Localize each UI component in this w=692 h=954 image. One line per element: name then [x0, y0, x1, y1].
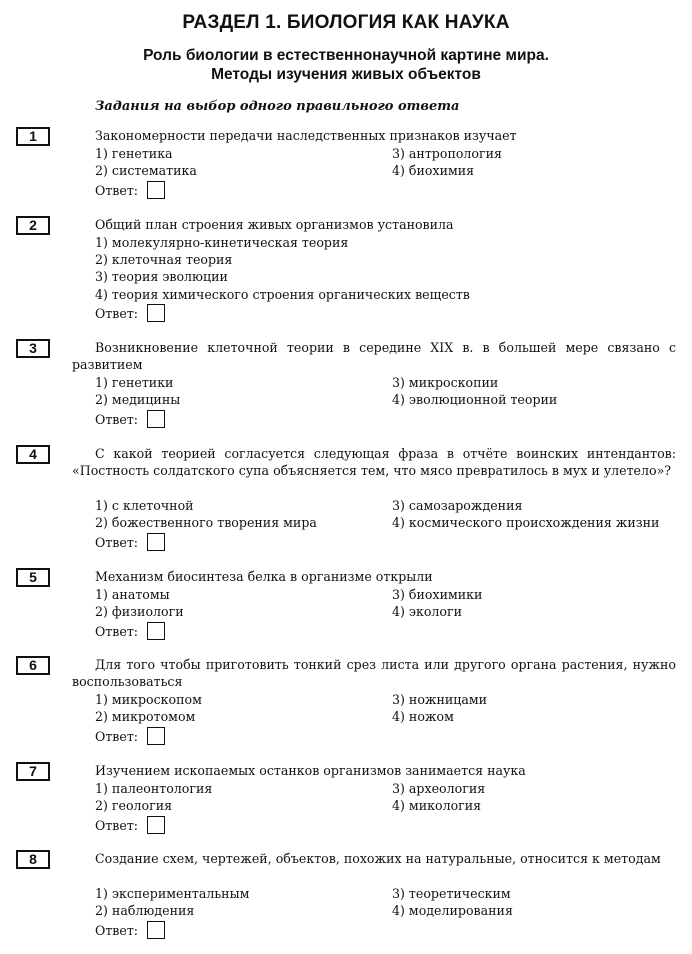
task-number: 8	[16, 850, 50, 869]
answer-box[interactable]	[147, 410, 165, 428]
answer-box[interactable]	[147, 304, 165, 322]
section-title: РАЗДЕЛ 1. БИОЛОГИЯ КАК НАУКА	[182, 12, 510, 33]
option: 3) микроскопии	[392, 375, 499, 390]
answer-box[interactable]	[147, 921, 165, 939]
answer-box[interactable]	[147, 533, 165, 551]
answer-box[interactable]	[147, 727, 165, 745]
option: 3) теоретическим	[392, 886, 511, 901]
option: 1) микроскопом	[95, 692, 202, 707]
task-options	[95, 885, 685, 919]
task-number: 1	[16, 127, 50, 146]
task-number: 7	[16, 762, 50, 781]
option: 2) наблюдения	[95, 903, 195, 919]
task-question: Для того чтобы приготовить тонкий срез листа или другого органа растения, нужно воспользоваться	[72, 657, 676, 690]
option: 1) экспериментальным	[95, 886, 250, 901]
subtitle-line-1: Роль биологии в естественнонаучной картине мира.	[143, 47, 549, 64]
option: 3) ножницами	[392, 692, 488, 707]
task-question: Создание схем, чертежей, объектов, похожих на натуральные, относится к методам	[95, 851, 661, 866]
option: 4) космического происхождения жизни	[392, 515, 660, 531]
option: 1) с клеточной	[95, 498, 194, 513]
task-question: Возникновение клеточной теории в середине XIX в. в большей мере связано с развитием	[72, 340, 676, 373]
task-number: 2	[16, 216, 50, 235]
task-options	[95, 691, 685, 725]
option: 4) теория химического строения органических веществ	[95, 286, 470, 302]
task-question: Механизм биосинтеза белка в организме открыли	[95, 569, 433, 584]
task-options	[95, 145, 685, 179]
option: 3) археология	[392, 781, 486, 796]
task-question: Общий план строения живых организмов установила	[95, 217, 454, 232]
option: 1) генетика	[95, 146, 173, 161]
option: 4) моделирования	[392, 903, 513, 919]
option: 3) биохимики	[392, 587, 483, 602]
task-number: 6	[16, 656, 50, 675]
answer-label: Ответ:	[95, 412, 139, 427]
option: 4) ножом	[392, 709, 454, 725]
option: 2) систематика	[95, 163, 197, 179]
answer-label: Ответ:	[95, 183, 139, 198]
answer-box[interactable]	[147, 816, 165, 834]
option: 2) физиологи	[95, 604, 184, 620]
option: 2) божественного творения мира	[95, 515, 317, 531]
task-options	[95, 497, 685, 531]
task-number: 4	[16, 445, 50, 464]
task-question: Закономерности передачи наследственных признаков изучает	[95, 128, 517, 143]
answer-label: Ответ:	[95, 624, 139, 639]
task-options	[95, 586, 685, 620]
task-question: Изучением ископаемых останков организмов занимается наука	[95, 763, 526, 778]
option: 2) геология	[95, 798, 173, 814]
option: 1) генетики	[95, 375, 174, 390]
option: 3) самозарождения	[392, 498, 523, 513]
option: 2) микротомом	[95, 709, 196, 725]
option: 2) медицины	[95, 392, 181, 408]
answer-label: Ответ:	[95, 535, 139, 550]
option: 4) экологи	[392, 604, 463, 620]
answer-box[interactable]	[147, 181, 165, 199]
option: 1) молекулярно-кинетическая теория	[95, 235, 349, 250]
option: 4) эволюционной теории	[392, 392, 558, 408]
subtitle-line-2: Методы изучения живых объектов	[211, 66, 481, 83]
task-number: 3	[16, 339, 50, 358]
option: 3) теория эволюции	[95, 269, 228, 285]
option: 4) биохимия	[392, 163, 475, 179]
answer-label: Ответ:	[95, 923, 139, 938]
answer-label: Ответ:	[95, 818, 139, 833]
option: 2) клеточная теория	[95, 252, 233, 268]
answer-box[interactable]	[147, 622, 165, 640]
task-options	[95, 234, 685, 303]
answer-label: Ответ:	[95, 306, 139, 321]
option: 3) антропология	[392, 146, 502, 161]
option: 1) анатомы	[95, 587, 170, 602]
task-number: 5	[16, 568, 50, 587]
task-options	[95, 780, 685, 814]
option: 4) микология	[392, 798, 482, 814]
task-options	[95, 374, 685, 408]
instructions: Задания на выбор одного правильного ответа	[95, 99, 460, 114]
task-question: С какой теорией согласуется следующая фраза в отчёте воинских интендантов: «Постность солдатского супа объясняется тем, что мясо превратилось в мух и улетело»?	[72, 446, 676, 479]
option: 1) палеонтология	[95, 781, 213, 796]
answer-label: Ответ:	[95, 729, 139, 744]
